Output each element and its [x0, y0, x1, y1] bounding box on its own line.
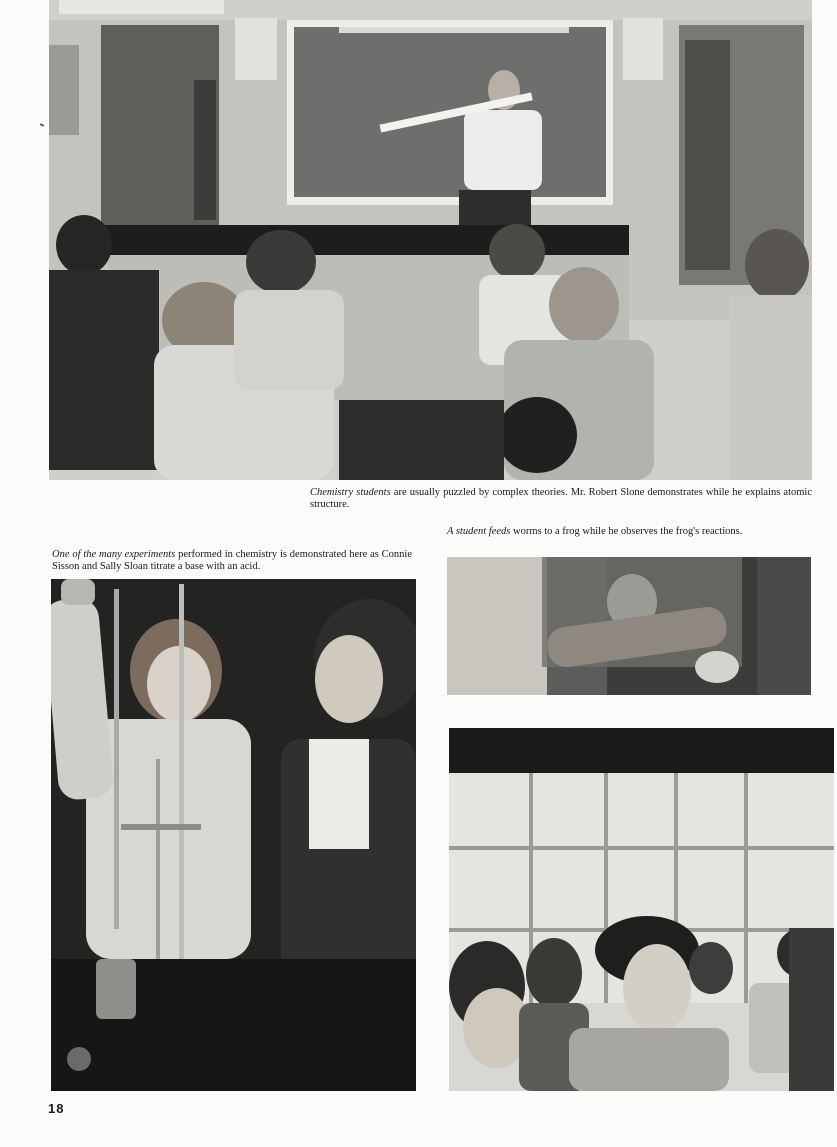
classroom-students-photo	[449, 728, 834, 1091]
frog-feeding-caption	[447, 526, 810, 538]
caption-text: performed in chemistry is demonstrated here as Connie Sisson and Sally Sloan titrate a base with an acid.	[52, 549, 413, 572]
chemistry-lecture-photo	[49, 0, 812, 480]
caption-text: are usually puzzled by complex theories. Mr. Robert Slone demonstrates while he explains atomic structure.	[310, 487, 812, 510]
titration-caption	[52, 549, 412, 573]
chemistry-lecture-caption	[310, 487, 812, 511]
print-speck	[40, 123, 44, 127]
caption-lead: A student feeds	[447, 526, 511, 537]
caption-lead: One of the many experiments	[52, 549, 176, 560]
page-number: 18	[48, 1101, 65, 1116]
caption-text: worms to a frog while he observes the frog's reactions.	[510, 526, 743, 537]
titration-photo	[51, 579, 416, 1091]
caption-lead: Chemistry students	[310, 487, 391, 498]
frog-feeding-photo	[447, 557, 811, 695]
